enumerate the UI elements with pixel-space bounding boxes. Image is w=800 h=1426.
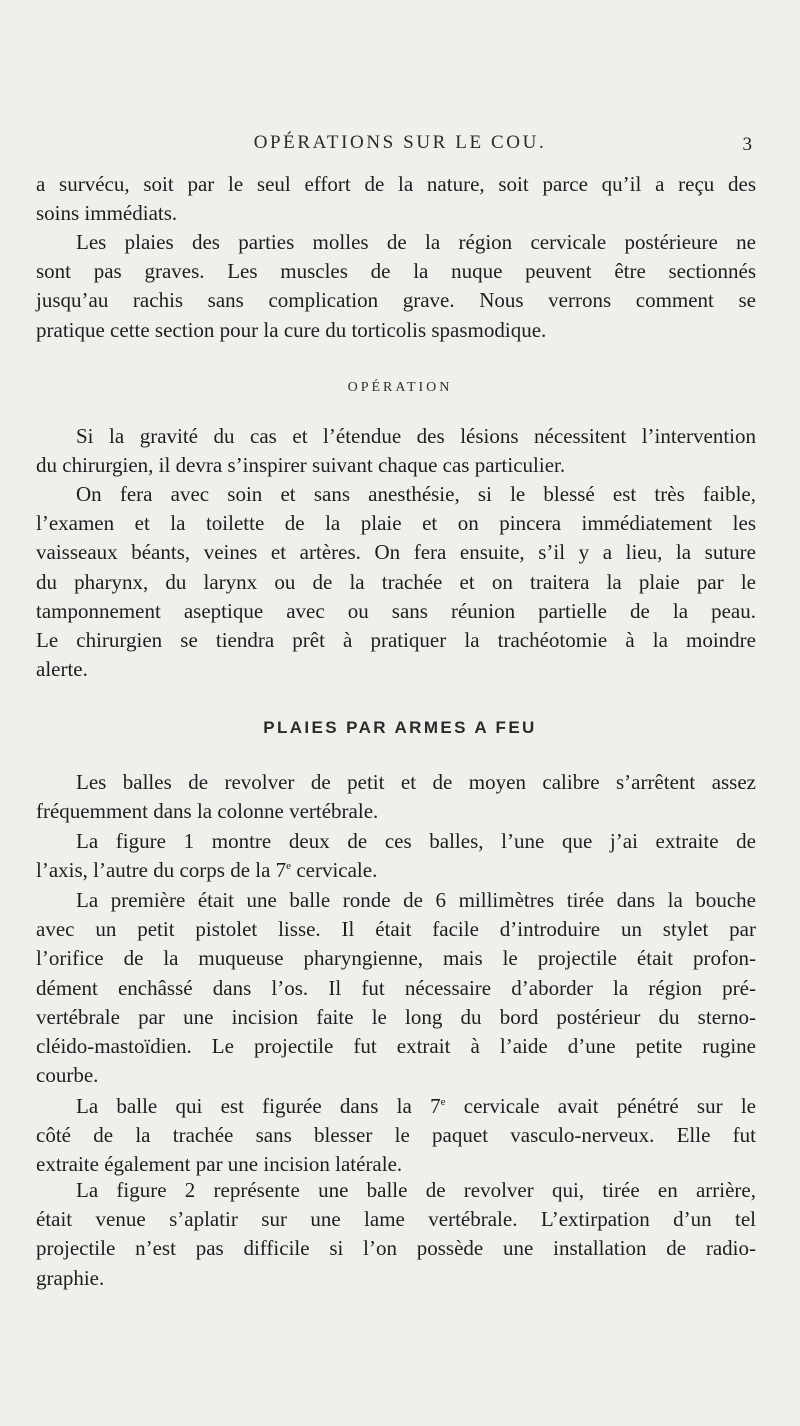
paragraph-revolver-bullets — [36, 768, 756, 826]
text-line: côté de la trachée sans blesser le paquet vasculo-nerveux. Elle fut — [36, 1123, 756, 1148]
text-line: l’orifice de la muqueuse pharyngienne, mais le projectile était profon- — [36, 946, 756, 971]
text-line: La figure 1 montre deux de ces balles, l’une que j’ai extraite de — [76, 829, 756, 853]
superscript: e — [286, 860, 292, 873]
text-run: cervicale. — [291, 858, 378, 883]
running-head — [0, 132, 800, 162]
paragraph-continued — [36, 170, 756, 228]
text-line: sont pas graves. Les muscles de la nuque peuvent être sectionnés — [36, 259, 756, 284]
text-line — [36, 1092, 756, 1121]
text-line: Les balles de revolver de petit et de moyen calibre s’arrêtent assez — [76, 770, 756, 794]
text-line: projectile n’est pas difficile si l’on possède une installation de radio- — [36, 1236, 756, 1261]
paragraph-posterior-wounds — [36, 228, 756, 345]
text-line: Si la gravité du cas et l’étendue des lésions nécessitent l’intervention — [76, 424, 756, 448]
text-line: fréquemment dans la colonne vertébrale. — [36, 799, 379, 824]
text-line: alerte. — [36, 657, 88, 682]
paragraph-first-bullet — [36, 886, 756, 1090]
text-line: soins immédiats. — [36, 201, 178, 226]
text-run: l’axis, l’autre du corps de la 7 — [36, 858, 287, 883]
section-heading-operation: OPÉRATION — [347, 380, 453, 395]
text-run: La balle qui est figurée dans la 7 — [76, 1094, 441, 1118]
text-line: cléido-mastoïdien. Le projectile fut extrait à l’aide d’une petite rugine — [36, 1033, 756, 1058]
text-line: l’examen et la toilette de la plaie et on pincera immédiatement les — [36, 511, 756, 536]
text-line: du pharynx, du larynx ou de la trachée et on traitera la plaie par le — [36, 569, 756, 594]
paragraph-procedure — [36, 480, 756, 684]
text-line: Le chirurgien se tiendra prêt à pratiquer la trachéotomie à la moindre — [36, 627, 756, 652]
text-line: avec un petit pistolet lisse. Il était facile d’introduire un stylet par — [36, 917, 756, 942]
text-line: On fera avec soin et sans anesthésie, si le blessé est très faible, — [76, 482, 756, 506]
text-run: cervicale avait pénétré sur le — [445, 1094, 756, 1118]
text-line: La figure 2 représente une balle de revolver qui, tirée en arrière, — [76, 1178, 756, 1202]
paragraph-second-bullet — [36, 1092, 756, 1180]
paragraph-figure-2 — [36, 1176, 756, 1293]
text-line: La première était une balle ronde de 6 millimètres tirée dans la bouche — [76, 888, 756, 912]
running-title: OPÉRATIONS SUR LE COU. — [253, 132, 547, 153]
text-line: était venue s’aplatir sur une lame vertébrale. L’extirpation d’un tel — [36, 1207, 756, 1232]
superscript: e — [440, 1096, 446, 1108]
text-line: du chirurgien, il devra s’inspirer suivant chaque cas particulier. — [36, 453, 566, 478]
text-line: courbe. — [36, 1063, 99, 1088]
text-line: graphie. — [36, 1265, 105, 1290]
text-line: dément enchâssé dans l’os. Il fut nécessaire d’aborder la région pré- — [36, 975, 756, 1000]
paragraph-figure-1 — [36, 827, 756, 885]
text-line: tamponnement aseptique avec ou sans réunion partielle de la peau. — [36, 598, 756, 623]
text-line: a survécu, soit par le seul effort de la nature, soit parce qu’il a reçu des — [36, 172, 756, 196]
page-number: 3 — [742, 134, 752, 155]
text-line: jusqu’au rachis sans complication grave. Nous verrons comment se — [36, 288, 756, 313]
text-line: extraite également par une incision latérale. — [36, 1152, 403, 1177]
section-heading-firearm-wounds: PLAIES PAR ARMES A FEU — [263, 718, 537, 737]
paragraph-intervention — [36, 422, 756, 480]
text-line: vertébrale par une incision faite le long du bord postérieur du sterno- — [36, 1004, 756, 1029]
text-line — [36, 856, 756, 885]
text-line: vaisseaux béants, veines et artères. On fera ensuite, s’il y a lieu, la suture — [36, 540, 756, 565]
text-line: pratique cette section pour la cure du torticolis spasmodique. — [36, 317, 547, 342]
text-line: Les plaies des parties molles de la région cervicale postérieure ne — [76, 230, 756, 254]
